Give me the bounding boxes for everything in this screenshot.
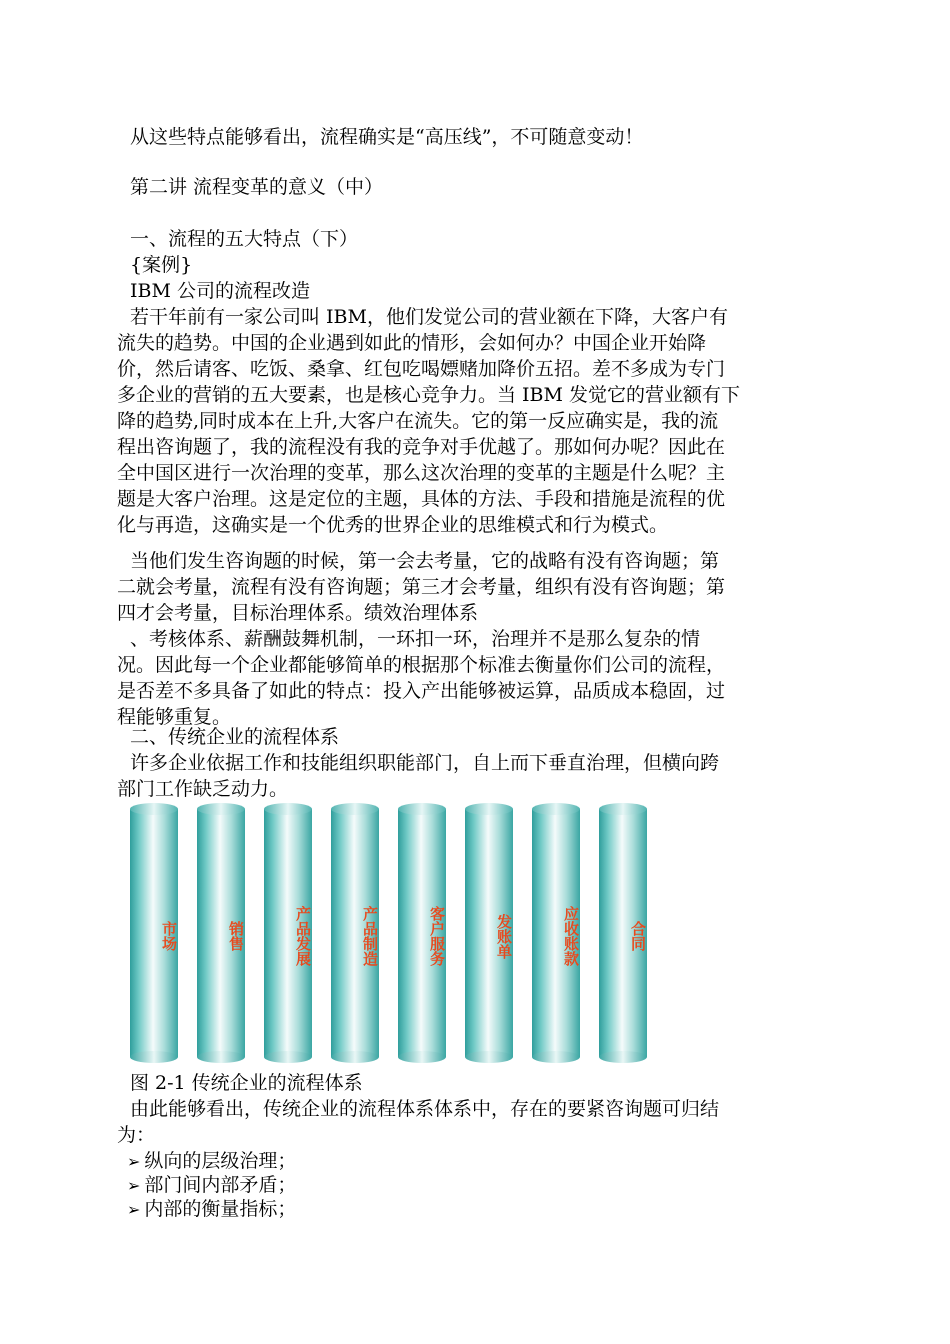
figure-caption: 图 2-1 传统企业的流程体系 — [130, 1072, 363, 1094]
paragraph-line: 题是大客户治理。这是定位的主题，具体的方法、手段和措施是流程的优 — [117, 488, 726, 510]
pillar-label: 销售 — [227, 921, 245, 951]
bullet-item: ➢ 部门间内部矛盾； — [127, 1174, 297, 1196]
pillar — [130, 803, 178, 1065]
pillar-label: 发账单 — [495, 913, 513, 959]
paragraph-line: 四才会考量，目标治理体系。绩效治理体系 — [117, 602, 479, 624]
paragraph-line: 程出咨询题了，我的流程没有我的竞争对手优越了。那如何办呢？因此在 — [117, 436, 726, 458]
paragraph-line: 流失的趋势。中国的企业遇到如此的情形，会如何办？中国企业开始降 — [117, 332, 707, 354]
paragraph-line: 价，然后请客、吃饭、桑拿、红包吃喝嫖赌加降价五招。差不多成为专门 — [117, 358, 726, 380]
paragraph-line: 若干年前有一家公司叫 IBM，他们发觉公司的营业额在下降，大客户有 — [130, 306, 728, 328]
pillar — [532, 803, 580, 1065]
pillar — [197, 803, 245, 1065]
pillar-label: 产品制造 — [361, 906, 379, 966]
paragraph-line: 许多企业依据工作和技能组织职能部门，自上而下垂直治理，但横向跨 — [130, 752, 720, 774]
case-title: IBM 公司的流程改造 — [130, 280, 310, 302]
paragraph-line: 降的趋势,同时成本在上升,大客户在流失。它的第一反应确实是，我的流 — [117, 410, 719, 432]
paragraph-line: 、考核体系、薪酬鼓舞机制，一环扣一环，治理并不是那么复杂的情 — [130, 628, 701, 650]
pillar — [599, 803, 647, 1065]
paragraph-line: 当他们发生咨询题的时候，第一会去考量，它的战略有没有咨询题；第 — [130, 550, 720, 572]
pillar — [398, 803, 446, 1065]
paragraph-line: 是否差不多具备了如此的特点：投入产出能够被运算，品质成本稳固，过 — [117, 680, 726, 702]
arrow-bullet-icon: ➢ — [127, 1176, 141, 1195]
pillar — [264, 803, 312, 1065]
paragraph-line: 部门工作缺乏动力。 — [117, 778, 289, 800]
pillar — [331, 803, 379, 1065]
pillar-label: 市场 — [160, 921, 178, 951]
paragraph-line: 全中国区进行一次治理的变革，那么这次治理的变革的主题是什么呢？主 — [117, 462, 726, 484]
pillar-label: 产品发展 — [294, 906, 312, 966]
paragraph-line: 二就会考量，流程有没有咨询题；第三才会考量，组织有没有咨询题；第 — [117, 576, 726, 598]
bullet-item: ➢ 内部的衡量指标； — [127, 1198, 297, 1220]
paragraph-line: 况。因此每一个企业都能够简单的根据那个标准去衡量你们公司的流程， — [117, 654, 726, 676]
section-heading: 二、传统企业的流程体系 — [130, 726, 340, 748]
paragraph-line: 由此能够看出，传统企业的流程体系体系中，存在的要紧咨询题可归结 — [130, 1098, 720, 1120]
arrow-bullet-icon: ➢ — [127, 1152, 141, 1171]
pillar-diagram — [130, 803, 660, 1065]
arrow-bullet-icon: ➢ — [127, 1200, 141, 1219]
paragraph-line: 为： — [117, 1124, 156, 1146]
pillar-label: 合同 — [629, 921, 647, 951]
pillar-label: 客户服务 — [428, 906, 446, 966]
pillar — [465, 803, 513, 1065]
subsection-heading: 一、流程的五大特点（下） — [130, 228, 359, 250]
paragraph-line: 多企业的营销的五大要素，也是核心竞争力。当 IBM 发觉它的营业额有下 — [117, 384, 741, 406]
bullet-item: ➢ 纵向的层级治理； — [127, 1150, 297, 1172]
case-label: {案例} — [130, 254, 193, 276]
text-line: 从这些特点能够看出，流程确实是“高压线”，不可随意变动！ — [130, 126, 644, 148]
paragraph-line: 化与再造，这确实是一个优秀的世界企业的思维模式和行为模式。 — [117, 514, 669, 536]
pillar-label: 应收账款 — [562, 906, 580, 966]
section-title: 第二讲 流程变革的意义（中） — [130, 176, 384, 198]
paragraph-line: 程能够重复。 — [117, 706, 232, 728]
